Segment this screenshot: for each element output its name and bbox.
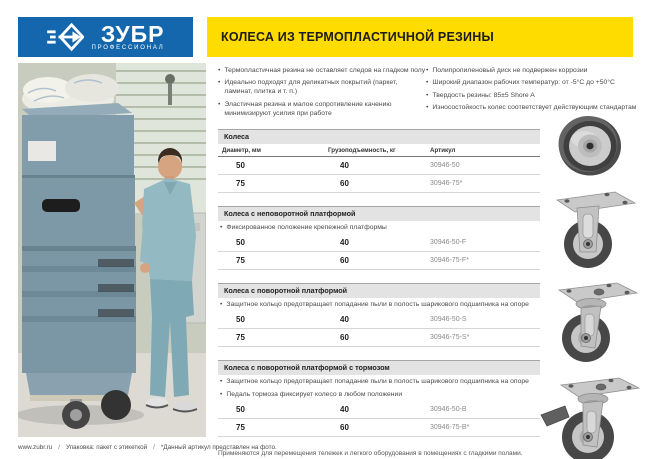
footer-separator: / bbox=[58, 444, 61, 451]
table-row: 50 40 30946-50-B bbox=[218, 401, 540, 419]
feature-item: • Эластичная резина и малое сопротивление качению минимизируют усилия при работе bbox=[218, 100, 392, 117]
table-row: 75 60 30946-75-B* bbox=[218, 419, 540, 437]
table-row: 75 60 30946-75-F* bbox=[218, 252, 540, 270]
section-note: • Защитное кольцо предотвращает попадание пыли в полость шарикового подшипника на опоре bbox=[220, 300, 529, 308]
section-note: • Педаль тормоза фиксирует колесо в любом положении bbox=[220, 390, 403, 398]
table-row: 50 40 30946-50-S bbox=[218, 311, 540, 329]
feature-item: • Термопластичная резина не оставляет следов на гладком полу bbox=[218, 67, 426, 74]
zubr-arrow-icon bbox=[46, 22, 84, 52]
hero-photo-scene bbox=[18, 63, 206, 437]
table-row: 50 40 30946-50 bbox=[218, 157, 540, 175]
section-swivel-platform bbox=[218, 283, 540, 347]
usage-note: Применяются для перемещения тележек и легкого оборудования в помещениях с гладкими полами. bbox=[218, 449, 523, 457]
cart bbox=[22, 103, 136, 429]
page-title: КОЛЕСА ИЗ ТЕРМОПЛАСТИЧНОЙ РЕЗИНЫ bbox=[221, 30, 494, 44]
bullet-marker: • bbox=[426, 104, 429, 112]
swivel-platform-caster-photo bbox=[533, 280, 647, 368]
section-swivel-brake bbox=[218, 360, 540, 437]
section-title: Колеса с неповоротной платформой bbox=[218, 206, 540, 221]
packaging-note: Упаковка: пакет с этикеткой bbox=[66, 444, 148, 451]
footer bbox=[18, 444, 618, 451]
zubr-logo bbox=[18, 17, 193, 57]
feature-item: • Твердость резины: 85±5 Shore A bbox=[426, 91, 535, 99]
footer-separator: / bbox=[153, 444, 155, 451]
wall-fixture bbox=[165, 74, 175, 84]
photo-asterisk-note: *Данный артикул представлен на фото. bbox=[160, 444, 277, 451]
section-note: • Защитное кольцо предотвращает попадание пыли в полость шарикового подшипника на опоре bbox=[220, 377, 529, 385]
brake-pedal bbox=[541, 406, 569, 426]
bullet-marker: • bbox=[426, 91, 429, 99]
bullet-marker: • bbox=[220, 390, 223, 398]
bullet-marker: • bbox=[220, 300, 223, 308]
logo-text bbox=[91, 23, 164, 51]
col-diameter: Диаметр, мм bbox=[222, 147, 261, 154]
fixed-platform-caster-photo bbox=[533, 188, 647, 275]
table-column-headers bbox=[218, 144, 540, 157]
table-row: 50 40 30946-50-F bbox=[218, 234, 540, 252]
bullet-marker: • bbox=[218, 100, 221, 108]
section-title: Колеса с поворотной платформой bbox=[218, 283, 540, 298]
site-url[interactable]: www.zubr.ru bbox=[18, 444, 53, 451]
feature-list-left bbox=[218, 67, 429, 122]
section-note: • Фиксированное положение крепежной платформы bbox=[220, 224, 387, 231]
table-row: 75 60 30946-75* bbox=[218, 175, 540, 193]
page-title-band bbox=[207, 17, 633, 57]
feature-item: • Идеально подходят для деликатных покрытий (паркет, ламинат, плитка и т. п.) bbox=[218, 79, 398, 96]
product-tables bbox=[218, 129, 540, 458]
col-capacity: Грузоподъемность, кг bbox=[328, 147, 396, 154]
bullet-marker: • bbox=[220, 377, 223, 385]
feature-item: • Широкий диапазон рабочих температур: от -5°С до +50°С bbox=[426, 79, 615, 87]
section-fixed-platform bbox=[218, 206, 540, 270]
feature-item: • Полипропиленовый диск не подвержен коррозии bbox=[426, 67, 588, 74]
col-sku: Артикул bbox=[430, 147, 456, 154]
section-title: Колеса bbox=[218, 129, 540, 144]
bullet-marker: • bbox=[218, 79, 221, 87]
section-title: Колеса с поворотной платформой с тормозом bbox=[218, 360, 540, 375]
brand-name: ЗУБР bbox=[100, 21, 165, 47]
brand-tagline: ПРОФЕССИОНАЛ bbox=[91, 45, 165, 51]
feature-item: • Износостойкость колес соответствует действующим стандартам bbox=[426, 104, 637, 112]
table-row: 75 60 30946-75-S* bbox=[218, 329, 540, 347]
bullet-marker: • bbox=[426, 79, 429, 87]
wheel-photo bbox=[533, 114, 647, 183]
section-wheels bbox=[218, 129, 540, 193]
bullet-marker: • bbox=[426, 67, 429, 74]
product-images bbox=[533, 114, 647, 459]
bullet-marker: • bbox=[218, 67, 221, 74]
hero-photo bbox=[18, 63, 206, 437]
bullet-marker: • bbox=[220, 224, 223, 231]
